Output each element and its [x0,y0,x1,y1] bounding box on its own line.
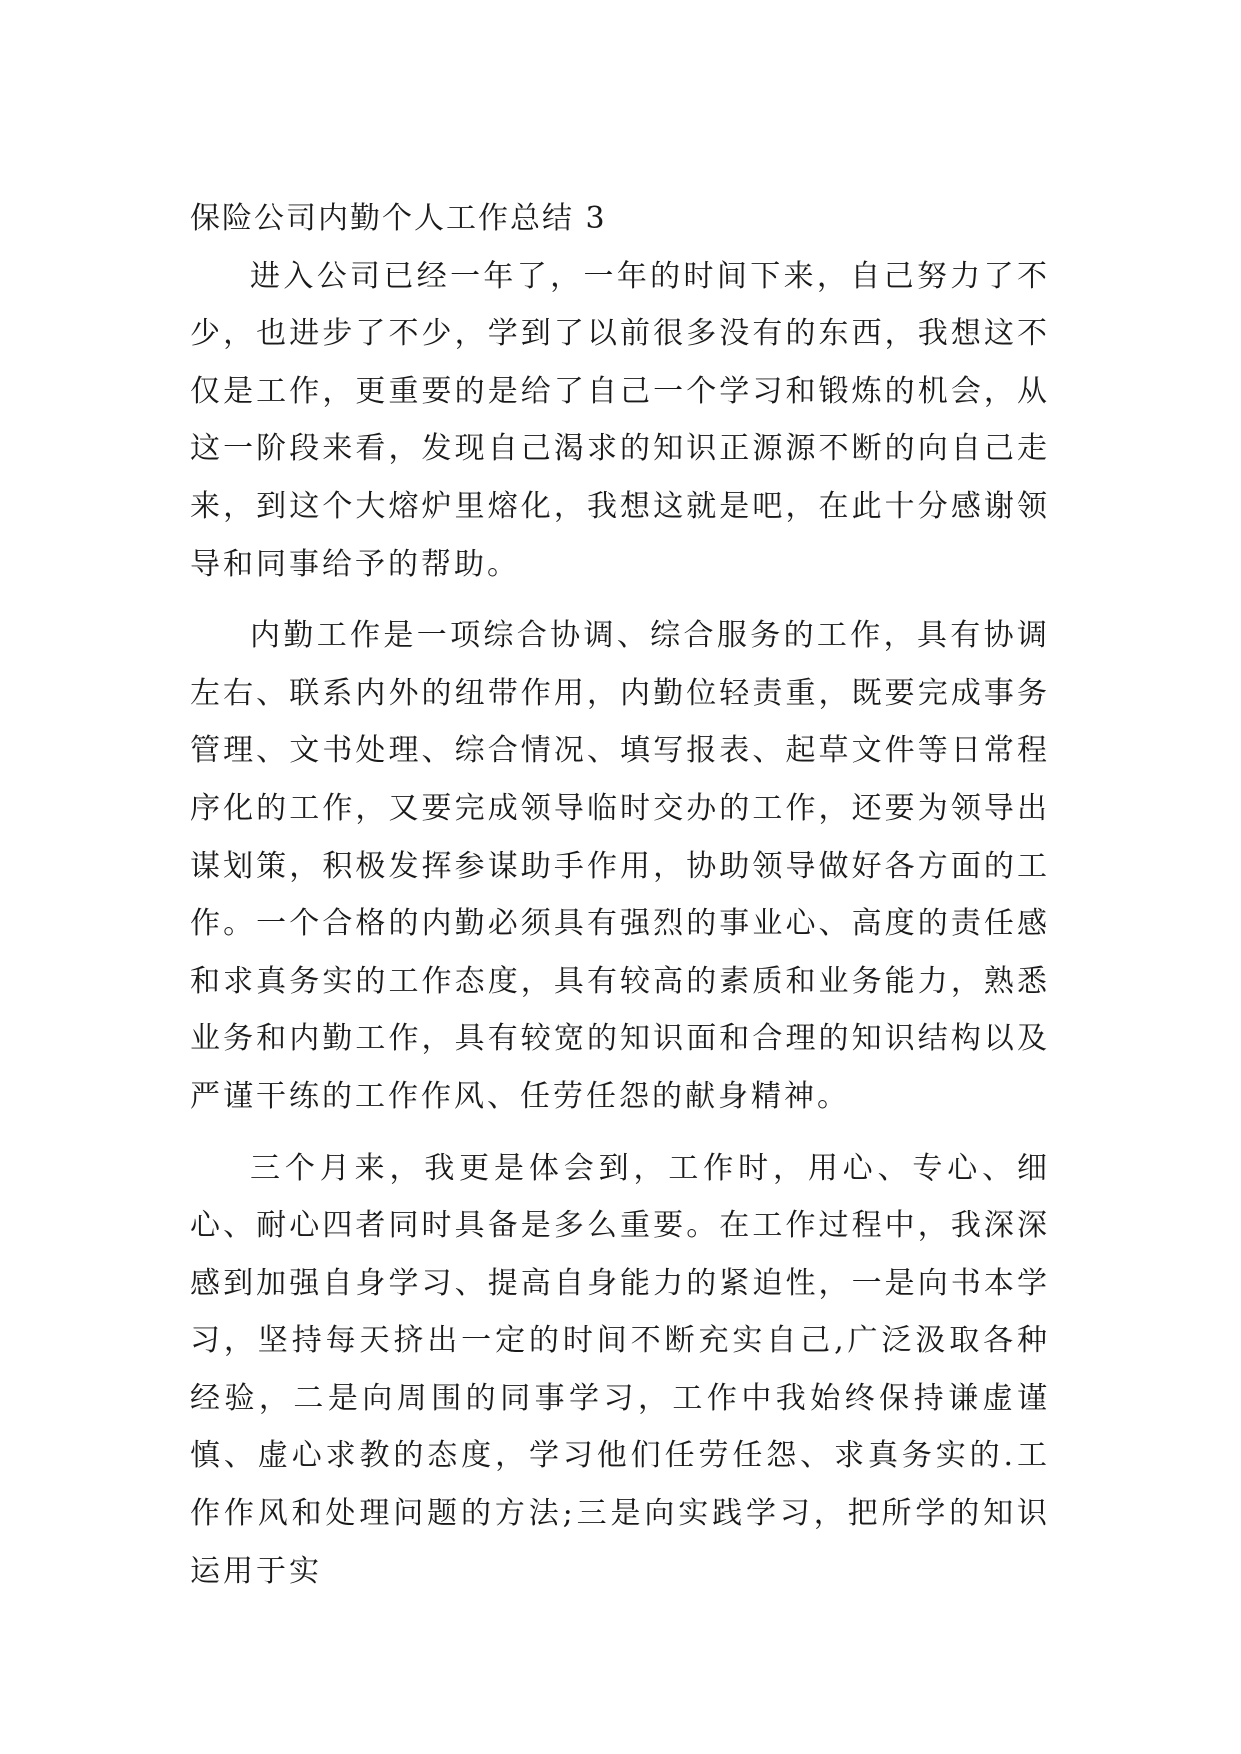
document-title: 保险公司内勤个人工作总结 3 [190,201,607,236]
paragraph-1: 进入公司已经一年了，一年的时间下来，自己努力了不少，也进步了不少，学到了以前很多没有的东西，我想这不仅是工作，更重要的是给了自己一个学习和锻炼的机会，从这一阶段来看，发现自己渴求的知识正源源不断的向自己走来，到这个大熔炉里熔化，我想这就是吧，在此十分感谢领导和同事给予的帮助。 [190,258,1050,582]
document-body [190,190,1050,1600]
paragraph-2: 内勤工作是一项综合协调、综合服务的工作，具有协调左右、联系内外的纽带作用，内勤位轻责重，既要完成事务管理、文书处理、综合情况、填写报表、起草文件等日常程序化的工作，又要完成领导临时交办的工作，还要为领导出谋划策，积极发挥参谋助手作用，协助领导做好各方面的工作。一个合格的内勤必须具有强烈的事业心、高度的责任感和求真务实的工作态度，具有较高的素质和业务能力，熟悉业务和内勤工作，具有较宽的知识面和合理的知识结构以及严谨干练的工作作风、任劳任怨的献身精神。 [190,618,1050,1114]
paragraph-3: 三个月来，我更是体会到，工作时，用心、专心、细心、耐心四者同时具备是多么重要。在工作过程中，我深深感到加强自身学习、提高自身能力的紧迫性，一是向书本学习，坚持每天挤出一定的时间不断充实自己,广泛汲取各种经验，二是向周围的同事学习，工作中我始终保持谦虚谨慎、虚心求教的态度，学习他们任劳任怨、求真务实的.工作作风和处理问题的方法;三是向实践学习，把所学的知识运用于实 [190,1150,1050,1589]
